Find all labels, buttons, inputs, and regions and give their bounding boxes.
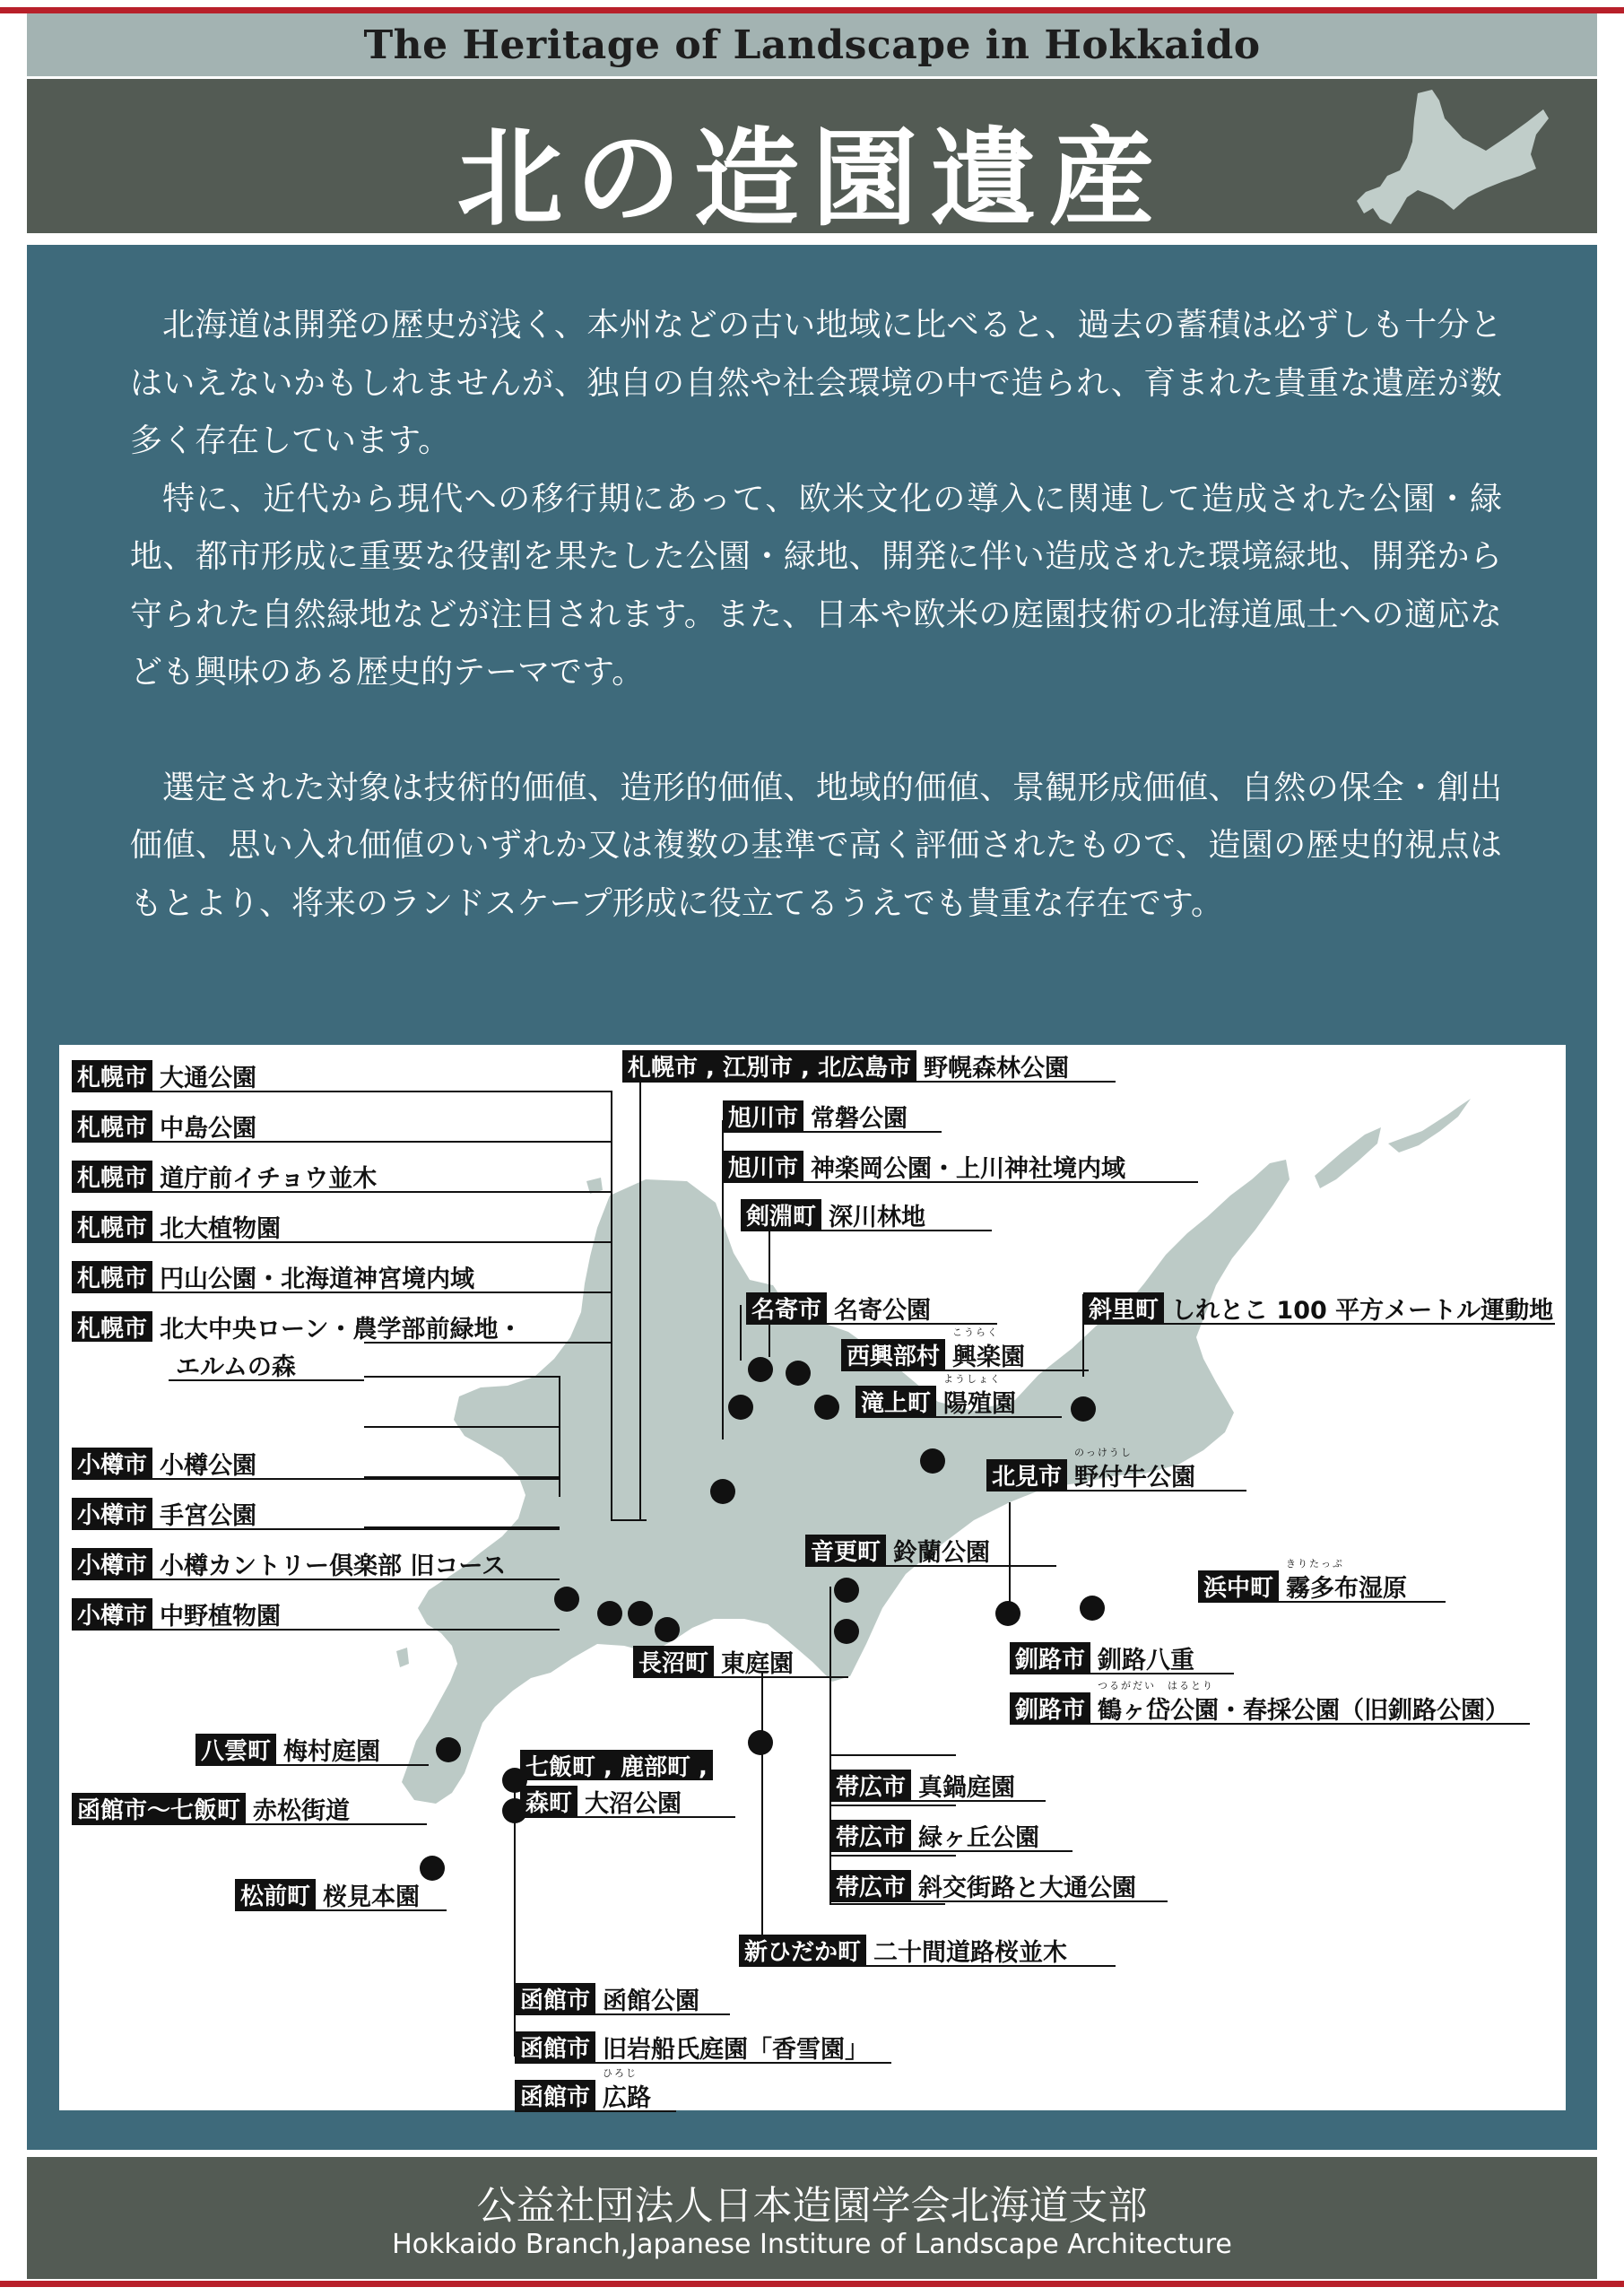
top-red-stripe [0, 7, 1624, 13]
site-label-midorigaoka: 帯広市 緑ヶ丘公園 [830, 1820, 1073, 1852]
ruby-reading: のっけうし [1074, 1446, 1133, 1458]
organization-name-jp: 公益社団法人日本造園学会北海道支部 [476, 2183, 1148, 2229]
site-label-nakano-botanic: 小樽市 中野植物園 [72, 1598, 560, 1631]
site-label-higashi-garden: 長沼町 東庭園 [633, 1646, 848, 1678]
site-label-tokiwa: 旭川市 常磐公園 [723, 1100, 942, 1133]
site-label-kaguraoka: 旭川市 神楽岡公園・上川神社境内域 [723, 1151, 1198, 1183]
site-label-nayoro: 名寄市 名寄公園 [746, 1292, 997, 1325]
japanese-title: 北の造園遺産 [456, 116, 1168, 240]
site-label-nanae: 七飯町 , 鹿部町 , [520, 1750, 735, 1780]
kunashiri-island [1315, 1127, 1381, 1188]
site-dot [1080, 1596, 1105, 1621]
site-label-otaru-park: 小樽市 小樽公園 [72, 1448, 560, 1480]
site-label-nopporo: 札幌市 , 江別市 , 北広島市 野幌森林公園 [622, 1050, 1116, 1083]
site-label-elm-forest: エルムの森 [169, 1349, 364, 1381]
site-label-hakodate-park: 函館市 函館公園 [515, 1983, 730, 2015]
intro-paragraph-3: 選定された対象は技術的価値、造形的価値、地域的価値、景観形成価値、自然の保全・創出価値、思い入れ価値のいずれか又は複数の基準で高く評価されたもので、造園の歴史的視点はもとより、将来のランドスケープ形成に役立てるうえでも貴重な存在です。 [130, 769, 1502, 922]
intro-text [130, 297, 1502, 933]
site-dot [597, 1601, 622, 1626]
english-title: The Heritage of Landscape in Hokkaido [363, 22, 1261, 68]
site-dot [710, 1479, 735, 1504]
site-dot [834, 1619, 859, 1644]
site-dot [748, 1730, 773, 1755]
site-label-hiroji: 函館市 広路 ひろじ [515, 2080, 676, 2112]
site-label-shiretoko: 斜里町 しれとこ 100 平方メートル運動地 [1083, 1292, 1555, 1325]
site-label-ginkgo: 札幌市 道庁前イチョウ並木 [72, 1161, 364, 1193]
site-label-suzuran: 音更町 鈴蘭公園 [805, 1535, 1056, 1567]
okushiri-island [396, 1648, 409, 1667]
site-label-odori: 札幌市 大通公園 [72, 1060, 364, 1092]
site-label-umemura: 八雲町 梅村庭園 [195, 1734, 429, 1766]
main-panel [27, 245, 1597, 2150]
organization-name-en: Hokkaido Branch,Japanese Institure of Landscape Architecture [392, 2229, 1232, 2260]
ruby-reading: つるがだい はるとり [1098, 1679, 1215, 1692]
site-label-sakura-mihon: 松前町 桜見本園 [235, 1879, 447, 1911]
site-dot [834, 1578, 859, 1603]
ruby-reading: ひろじ [603, 2066, 638, 2079]
footer-panel [27, 2157, 1597, 2279]
site-dot [436, 1737, 461, 1762]
site-dot [920, 1448, 945, 1474]
site-label-temiya: 小樽市 手宮公園 [72, 1498, 560, 1530]
site-label-shako-gairo: 帯広市 斜交街路と大通公園 [830, 1870, 1168, 1902]
site-dot [655, 1617, 680, 1642]
ruby-reading: ようしょく [943, 1372, 1003, 1385]
site-label-akamatsu: 函館市〜七飯町 赤松街道 [72, 1793, 427, 1825]
site-label-nijikken: 新ひだか町 二十間道路桜並木 [739, 1935, 1116, 1967]
intro-paragraph-2: 特に、近代から現代への移行期にあって、欧米文化の導入に関連して造成された公園・緑地、都市形成に重要な役割を果たした公園・緑地、開発に伴い造成された環境緑地、開発から守られた自然緑地などが注目されます。また、日本や欧米の庭園技術の北海道風土への適応なども興味のある歴史的テーマです。 [130, 480, 1502, 691]
japanese-title-bar [27, 79, 1597, 240]
site-label-kushiro-yae: 釧路市 釧路八重 [1010, 1642, 1234, 1674]
site-label-hokudai-botanic: 札幌市 北大植物園 [72, 1211, 364, 1243]
intro-paragraph-1: 北海道は開発の歴史が浅く、本州などの古い地域に比べると、過去の蓄積は必ずしも十分とはいえないかもしれませんが、独自の自然や社会環境の中で造られ、育まれた貴重な遺産が数多く存在しています。 [130, 307, 1502, 459]
site-dot [786, 1361, 811, 1386]
site-map-card [59, 1045, 1566, 2110]
site-label-fukagawa: 剣淵町 深川林地 [741, 1199, 992, 1231]
site-label-maruyama: 札幌市 円山公園・北海道神宮境内域 [72, 1261, 364, 1293]
site-dot [748, 1357, 773, 1382]
site-label-otaru-country-club: 小樽市 小樽カントリー倶楽部 旧コース [72, 1548, 560, 1580]
ruby-reading: こうらく [952, 1326, 1000, 1338]
bottom-red-stripe [0, 2281, 1624, 2287]
site-label-kosetsuen: 函館市 旧岩船氏庭園「香雪園」 [515, 2031, 891, 2064]
site-label-onuma: 森町 大沼公園 [520, 1786, 735, 1818]
etorofu-island [1388, 1099, 1471, 1152]
site-dot [1071, 1396, 1096, 1422]
site-dot [728, 1395, 753, 1420]
english-title-bar [27, 13, 1597, 76]
site-label-tsurugadai: 釧路市 鶴ヶ岱公園・春採公園（旧釧路公園） つるがだい はるとり [1010, 1692, 1530, 1725]
site-label-hokudai-lawn: 札幌市 北大中央ローン・農学部前緑地・ [72, 1311, 364, 1342]
site-label-kiritappu: 浜中町 霧多布湿原 きりたっぷ [1198, 1570, 1446, 1603]
site-dot [995, 1601, 1020, 1626]
site-dot [628, 1601, 653, 1626]
site-label-nokkeushi: 北見市 野付牛公園 のっけうし [986, 1459, 1246, 1492]
ruby-reading: きりたっぷ [1286, 1557, 1345, 1570]
hokkaido-silhouette-icon [1328, 83, 1552, 230]
site-dot [814, 1395, 839, 1420]
site-label-koraku: 西興部村 興楽園 こうらく [841, 1339, 1089, 1371]
site-label-manabe: 帯広市 真鍋庭園 [830, 1770, 1046, 1802]
site-label-nakajima: 札幌市 中島公園 [72, 1110, 364, 1143]
site-label-yoshoku: 滝上町 陽殖園 ようしょく [855, 1386, 1062, 1418]
